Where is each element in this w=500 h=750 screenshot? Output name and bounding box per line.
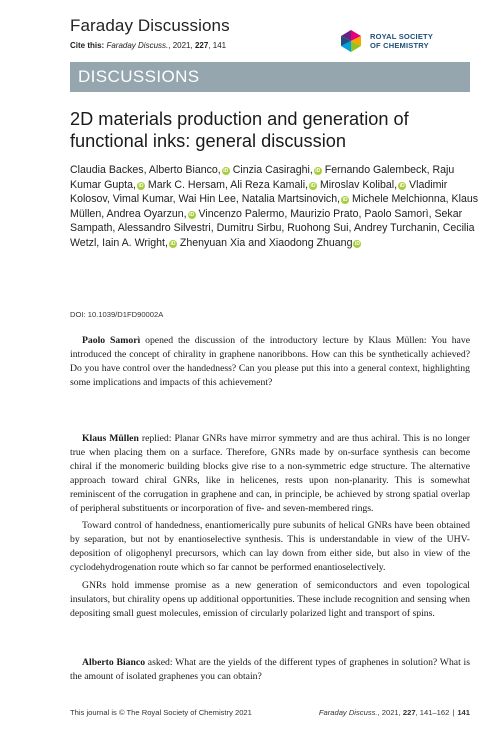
cite-prefix: Cite this: bbox=[70, 41, 107, 50]
paragraph-text: replied: Planar GNRs have mirror symmetry and are thus achiral. This is no longer true when placing them on a surface. Therefore, GNRs made by on-surface synthesis can become chiral if the monomeric building blocks give rise to a non-symmetric edge structure. The alternative approach toward chiral GNRs, like in helicenes, rests upon non-planarity. This is somewhat reminiscent of the corrugation in graphene and can, in principle, be achieved by strong spatial overlap of peripheral substituents or incorporation of five- and seven-membered rings. bbox=[70, 433, 470, 514]
cite-page: , 141 bbox=[208, 41, 227, 50]
rsc-wordmark-line2: OF CHEMISTRY bbox=[370, 41, 429, 50]
discussion-paragraph bbox=[70, 432, 470, 621]
speaker-name: Alberto Bianco bbox=[82, 657, 146, 668]
speaker-name: Paolo Samorì bbox=[82, 335, 141, 346]
page-number: 141 bbox=[457, 708, 470, 717]
paragraph-text: GNRs hold immense promise as a new generation of semiconductors and even topological insulators, but chirality opens up additional opportunities. These include recognition and sensing when depositing small guest molecules, emission of circularly polarized light and transport of spins. bbox=[70, 580, 470, 619]
orcid-icon[interactable]: iD bbox=[189, 211, 195, 218]
section-banner-label: DISCUSSIONS bbox=[78, 67, 200, 86]
orcid-icon[interactable]: iD bbox=[399, 182, 405, 189]
discussion-paragraph bbox=[70, 656, 470, 684]
orcid-icon[interactable]: iD bbox=[354, 240, 360, 247]
footer-citation bbox=[319, 708, 470, 717]
footer-year: , 2021, bbox=[377, 708, 403, 717]
orcid-icon[interactable]: iD bbox=[315, 168, 321, 174]
orcid-icon[interactable]: iD bbox=[170, 240, 176, 247]
footer-journal: Faraday Discuss. bbox=[318, 708, 378, 717]
author-text: Zhenyuan Xia and Xiaodong Zhuang bbox=[176, 236, 353, 249]
section-banner bbox=[70, 62, 470, 92]
rsc-logo[interactable] bbox=[338, 26, 470, 56]
paragraph-text: opened the discussion of the introductory lecture by Klaus Müllen: You have introduced the concept of chirality in graphene nanoribbons. How can this be synthetically achieved? Do you have control over the handedness? Can you please put this into a general context, highlighting some implications and impacts of this achievement? bbox=[70, 335, 470, 388]
rsc-wordmark bbox=[370, 32, 433, 50]
author-text: Michele Melchionna, Klaus Müllen, Andrea Oyarzun, bbox=[70, 193, 479, 220]
orcid-icon[interactable]: iD bbox=[310, 182, 316, 189]
discussion-paragraph bbox=[70, 334, 470, 390]
author-text: Vincenzo Palermo, Maurizio Prato, Paolo Samorì, Sekar Sampath, Alessandro Silvestri, Dumitru Sirbu, Ruohong Sui, Andrey Turchanin, Cecilia Wetzl, Iain A. Wright, bbox=[70, 207, 475, 249]
paragraph-text: Toward control of handedness, enantiomerically pure subunits of helical GNRs have been obtained by separation, but not by enantioselective synthesis. This is understandable in view of the UHV-deposition of oligophenyl precursors, which can lay down from either side, but also in view of the cyclodehydrogenation route which so far cannot be performed enantioselectively. bbox=[70, 520, 470, 574]
author-list bbox=[70, 163, 480, 251]
rsc-emblem-icon bbox=[338, 28, 364, 54]
orcid-icon[interactable]: iD bbox=[223, 168, 229, 174]
cite-journal: Faraday Discuss. bbox=[106, 41, 169, 50]
author-text: Fernando Galembeck, Raju Kumar Gupta, bbox=[70, 164, 455, 191]
author-text: Cinzia Casiraghi, bbox=[229, 164, 313, 176]
footer-pages: , 141–162 bbox=[415, 708, 450, 717]
author-text: Claudia Backes, Alberto Bianco, bbox=[70, 164, 221, 176]
author-text: Vladimir Kolosov, Vimal Kumar, Wai Hin Lee, Natalia Martsinovich, bbox=[70, 178, 448, 206]
rsc-wordmark-line1: ROYAL SOCIETY bbox=[370, 32, 434, 41]
author-text: Mark C. Hersam, Ali Reza Kamali, bbox=[144, 178, 309, 191]
footer-volume: 227 bbox=[402, 708, 416, 717]
doi-line[interactable]: DOI: 10.1039/D1FD90002A bbox=[70, 310, 164, 319]
journal-name[interactable]: Faraday Discussions bbox=[70, 16, 230, 35]
orcid-icon[interactable]: iD bbox=[138, 182, 144, 189]
cite-volume: 227 bbox=[194, 41, 209, 50]
page-header bbox=[70, 16, 470, 60]
article-title: 2D materials production and generation of functional inks: general discussion bbox=[70, 109, 409, 151]
copyright-line: This journal is © The Royal Society of Chemistry 2021 bbox=[70, 708, 252, 717]
orcid-icon[interactable]: iD bbox=[342, 197, 348, 204]
paragraph-text: asked: What are the yields of the different types of graphenes in solution? What is the amount of isolated graphenes you can obtain? bbox=[70, 657, 470, 682]
author-text: Miroslav Kolibal, bbox=[317, 178, 398, 191]
speaker-name: Klaus Müllen bbox=[82, 433, 139, 444]
cite-year: , 2021, bbox=[168, 41, 195, 50]
footer-separator: | bbox=[452, 708, 455, 717]
